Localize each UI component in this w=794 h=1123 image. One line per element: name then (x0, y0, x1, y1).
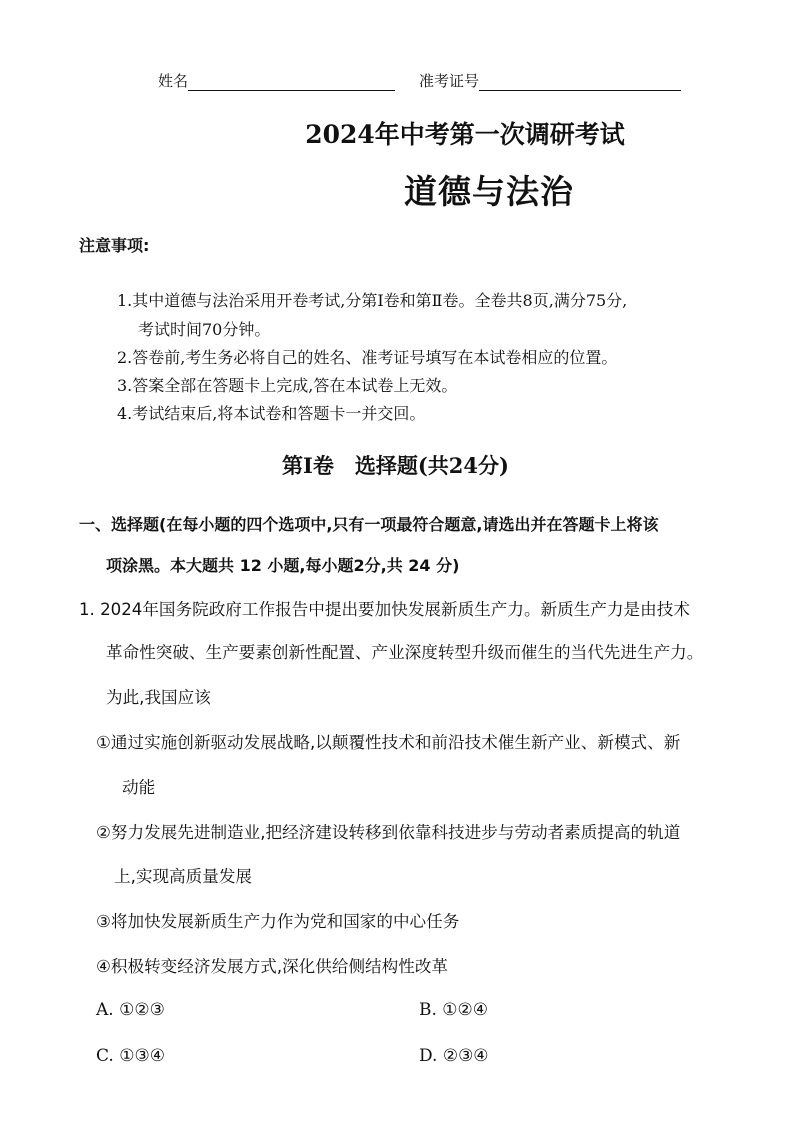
exam-title: 2024年中考第一次调研考试 (305, 120, 625, 149)
exam-id-blank-line (479, 90, 681, 91)
statement-1-cont: 动能 (122, 778, 156, 797)
statement-2: ②努力发展先进制造业,把经济建设转移到依靠科技进步与劳动者素质提高的轨道 (96, 823, 681, 842)
exam-id-field (419, 70, 681, 91)
statement-2-cont: 上,实现高质量发展 (114, 867, 253, 886)
name-field (158, 70, 395, 91)
option-d: D. ②③④ (419, 1046, 489, 1066)
option-a: A. ①②③ (96, 1000, 165, 1020)
question-1-stem-line2: 革命性突破、生产要素创新性配置、产业深度转型升级而催生的当代先进生产力。 (106, 643, 704, 662)
notice-heading: 注意事项: (79, 236, 150, 255)
statement-3: ③将加快发展新质生产力作为党和国家的中心任务 (96, 912, 460, 931)
notice-item-3: 3.答案全部在答题卡上完成,答在本试卷上无效。 (117, 376, 458, 395)
subject-title: 道德与法治 (404, 172, 574, 211)
question-1-stem-line3: 为此,我国应该 (106, 688, 211, 707)
part-one-instruction-cont: 项涂黑。本大题共 12 小题,每小题2分,共 24 分) (106, 556, 460, 575)
option-c: C. ①③④ (96, 1046, 165, 1066)
notice-item-4: 4.考试结束后,将本试卷和答题卡一并交回。 (117, 404, 426, 423)
question-1-stem-line1: 1. 2024年国务院政府工作报告中提出要加快发展新质生产力。新质生产力是由技术 (79, 600, 690, 619)
exam-id-label: 准考证号 (419, 72, 480, 90)
section-title: 第Ⅰ卷 选择题(共24分) (282, 453, 509, 478)
name-blank-line (188, 90, 395, 91)
notice-item-2: 2.答卷前,考生务必将自己的姓名、准考证号填写在本试卷相应的位置。 (117, 348, 618, 367)
statement-1: ①通过实施创新驱动发展战略,以颠覆性技术和前沿技术催生新产业、新模式、新 (96, 733, 681, 752)
name-label: 姓名 (158, 72, 189, 90)
notice-item-1-cont: 考试时间70分钟。 (138, 320, 271, 339)
notice-item-1: 1.其中道德与法治采用开卷考试,分第Ⅰ卷和第Ⅱ卷。全卷共8页,满分75分, (117, 291, 628, 310)
option-b: B. ①②④ (419, 1000, 489, 1020)
statement-4: ④积极转变经济发展方式,深化供给侧结构性改革 (96, 957, 449, 976)
part-one-instruction: 一、选择题(在每小题的四个选项中,只有一项最符合题意,请选出并在答题卡上将该 (79, 515, 659, 534)
